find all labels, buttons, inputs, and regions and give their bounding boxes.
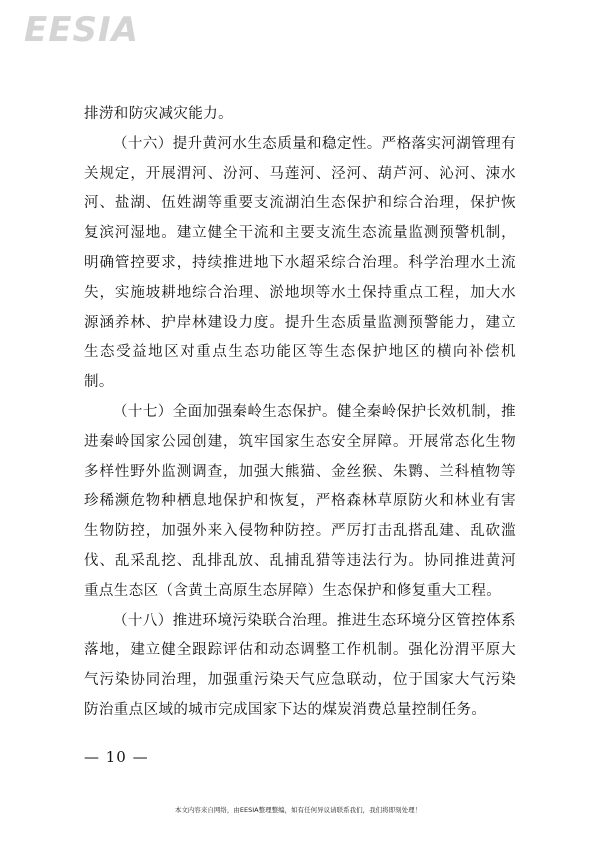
paragraph-section-16: （十六）提升黄河水生态质量和稳定性。严格落实河湖管理有关规定，开展渭河、汾河、马莲河、泾河、葫芦河、沁河、涑水河、盐湖、伍姓湖等重要支流湖泊生态保护和综合治理，保护恢复滨河湿地。建立健全干流和主要支流生态流量监测预警机制，明确管控要求，持续推进地下水超采综合治理。科学治理水土流失，实施坡耕地综合治理、淤地坝等水土保持重点工程，加大水源涵养林、护岸林建设力度。提升生态质量监测预警能力，建立生态受益地区对重点生态功能区等生态保护地区的横向补偿机制。: [84, 135, 516, 391]
document-body: [84, 100, 516, 726]
page-number: — 10 —: [84, 748, 149, 766]
footer-notice: 本文内容来自网络，由EESIA整理整编，如有任何异议请联系我们，我们将即刻处理！: [174, 806, 422, 814]
paragraph-section-17: （十七）全面加强秦岭生态保护。健全秦岭保护长效机制，推进秦岭国家公园创建，筑牢国家生态安全屏障。开展常态化生物多样性野外监测调查，加强大熊猫、金丝猴、朱鹮、兰科植物等珍稀濒危物种栖息地保护和恢复，严格森林草原防火和林业有害生物防控，加强外来入侵物种防控。严厉打击乱搭乱建、乱砍滥伐、乱采乱挖、乱排乱放、乱捕乱猎等违法行为。协同推进黄河重点生态区（含黄土高原生态屏障）生态保护和修复重大工程。: [84, 403, 516, 599]
paragraph-continuation: 排涝和防灾减灾能力。: [84, 106, 233, 122]
eesia-watermark-logo: EESIA: [24, 10, 139, 50]
paragraph-section-18: （十八）推进环境污染联合治理。推进生态环境分区管控体系落地，建立健全跟踪评估和动态调整工作机制。强化汾渭平原大气污染协同治理，加强重污染天气应急联动，位于国家大气污染防治重点区域的城市完成国家下达的煤炭消费总量控制任务。: [84, 612, 516, 718]
